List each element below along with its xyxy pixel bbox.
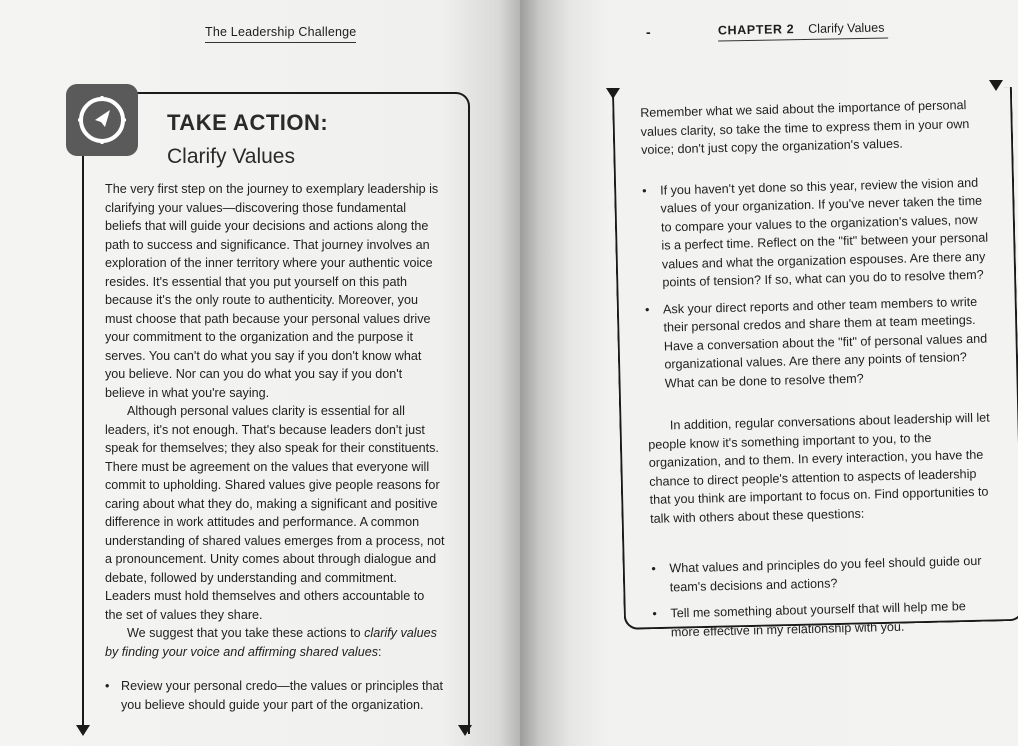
running-head-left: The Leadership Challenge [205, 25, 356, 43]
box-title: TAKE ACTION: [167, 110, 329, 135]
paragraph-suggest [105, 624, 445, 661]
paragraph-continued: Remember what we said about the importance of personal values clarity, so take the time to express them in your own voice; don't just copy the organization's values. [640, 98, 970, 157]
chapter-title: Clarify Values [808, 20, 885, 36]
paragraph-intro: The very first step on the journey to exemplary leadership is clarifying your values—discovering those fundamental beliefs that will guide your decisions and actions along the path to success and significance. That journey involves an exploration of the inner territory where your authentic voice resides. It's essential that you put yourself on this path because it's the only route to authenticity. Moreover, you must choose that path because your personal values drive your commitment to the organization and the purpose it serves. You can't do what you say if you don't know what you believe. Nor can you do what you say if you don't believe in what you're saying. [105, 182, 439, 400]
list-item: • If you haven't yet done so this year, review the vision and values of your organization. If you've never taken the time to compare your values to the organization's values, now is a perfect time. Reflect on the "fit" between your personal values and what the organization espouses. Are there any points of tension? If so, what can you do to resolve them? [642, 173, 990, 292]
paragraph-shared-values: Although personal values clarity is essential for all leaders, it's not enough. That's because leaders don't just speak for themselves; they also speak for their constituents. There must be agreement on the values that everyone will commit to upholding. Shared values give people reasons for caring about what they do, making a significant and positive difference in work attitudes and performance. A common understanding of shared values emerges from a process, not a pronouncement. Unity comes about through dialogue and debate, followed by understanding and commitment. Leaders must hold themselves and others accountable to the set of values they share. [105, 404, 445, 622]
compass-badge [66, 84, 138, 156]
dash-mark: - [646, 24, 651, 40]
compass-icon [74, 92, 130, 148]
list-item: • Tell me something about yourself that will help me be more effective in my relationship with you. [652, 596, 998, 641]
frame-arrow-top-right-icon [989, 80, 1003, 91]
paragraph-addition: In addition, regular conversations about leadership will let people know it's something important to you, to the organization, and to them. In every interaction, you have the chance to direct people's attention to aspects of leadership that you think are important to focus on. Find opportunities to talk with others about these questions: [648, 410, 990, 526]
frame-arrow-right-icon [458, 725, 472, 736]
box-subtitle: Clarify Values [167, 145, 295, 168]
suggest-end: : [378, 644, 382, 659]
list-item: • Ask your direct reports and other team members to write their personal credos and share them at team meetings. Have a conversation about the "fit" of personal values and organizational values. Are there any points of tension? What can be done to resolve them? [645, 292, 992, 393]
chapter-label: CHAPTER 2 [717, 22, 795, 38]
suggest-emphasis: clarify values by finding your voice and affirming shared values [105, 626, 437, 659]
suggest-lead: We suggest that you take these actions to [127, 626, 365, 640]
frame-arrow-top-left-icon [606, 88, 620, 99]
list-item: • Review your personal credo—the values or principles that you believe should guide your part of the organization. [105, 677, 445, 714]
running-head-right [718, 21, 888, 42]
right-body-text [640, 96, 998, 642]
left-body-text [105, 180, 445, 714]
frame-arrow-left-icon [76, 725, 90, 736]
list-item: • What values and principles do you feel should guide our team's decisions and actions? [651, 551, 997, 596]
